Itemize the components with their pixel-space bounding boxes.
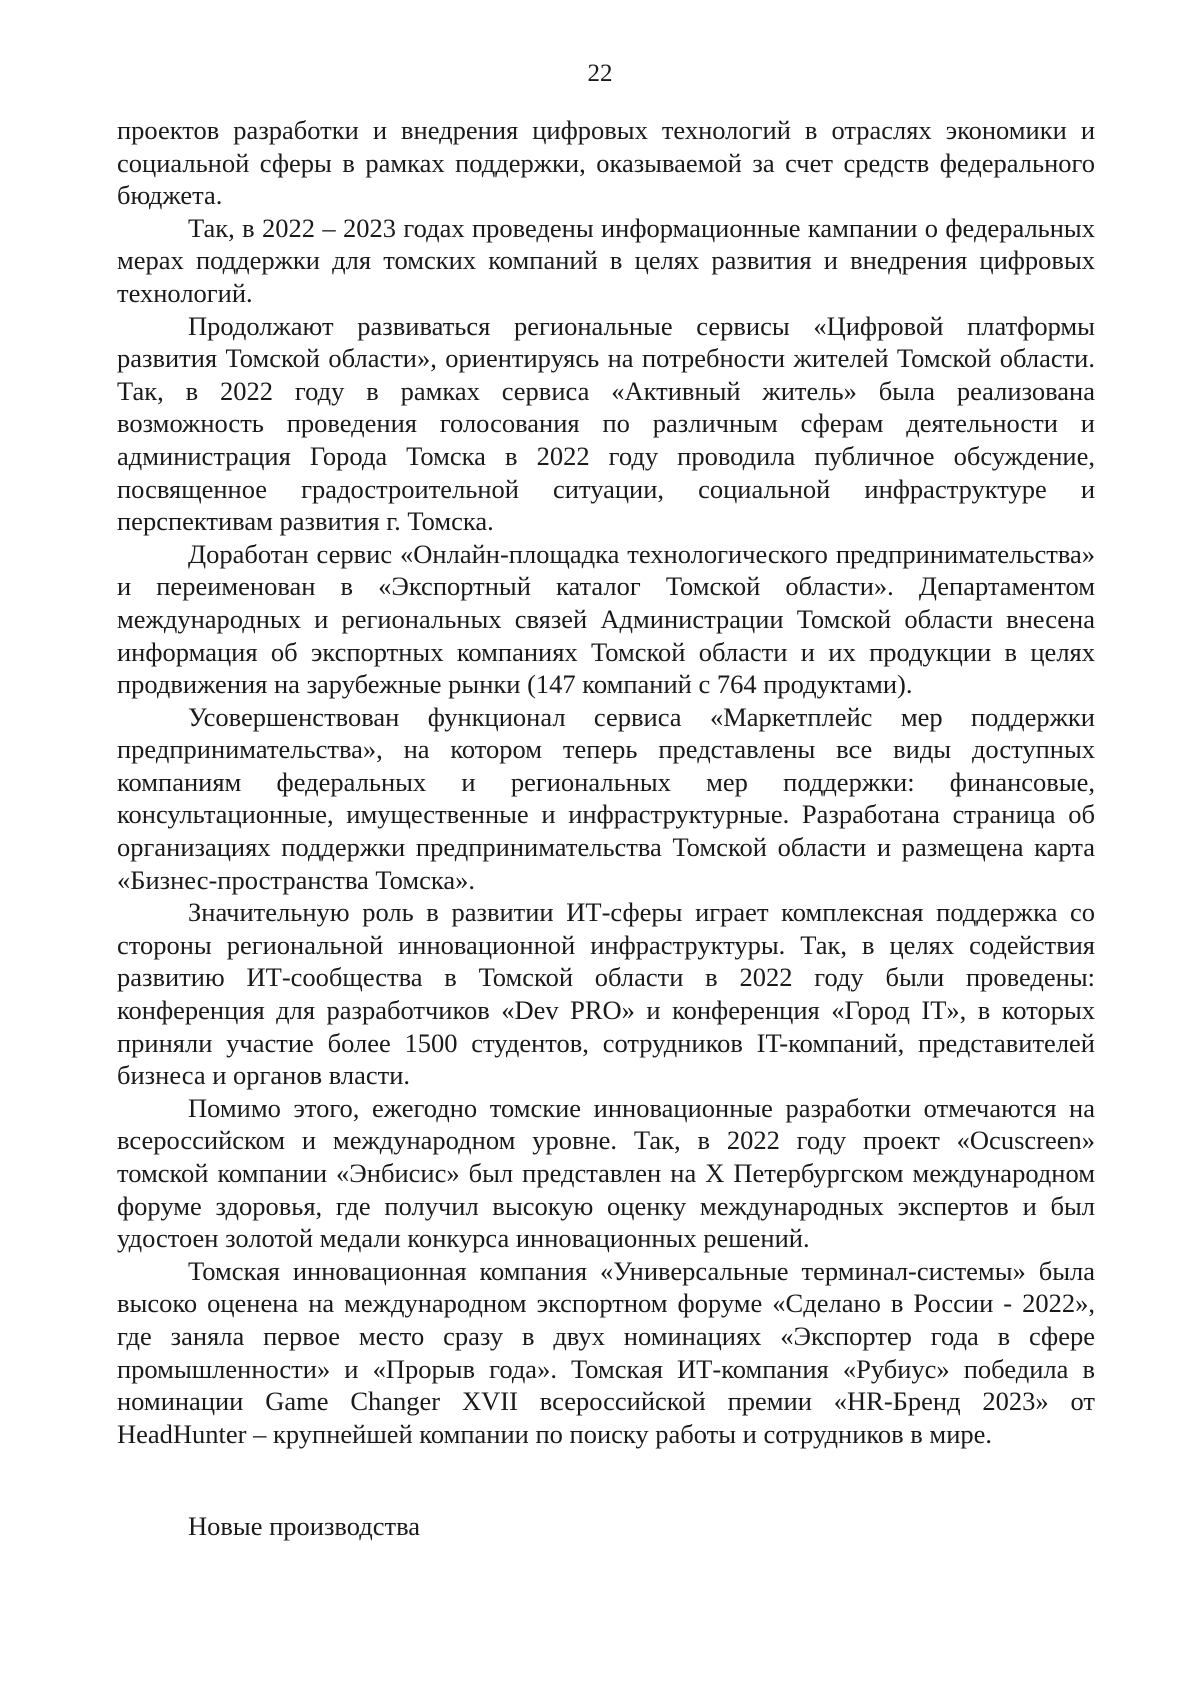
paragraph: Усовершенствован функционал сервиса «Маркетплейс мер поддержки предпринимательства», на котором теперь представлены все виды доступных компаниям федеральных и региональных мер поддержки: финансовые, консультационные, имущественные и инфраструктурные. Разработана страница об организациях поддержки предпринимательства Томской области и размещена карта «Бизнес-пространства Томска». bbox=[117, 701, 1095, 895]
paragraph: Доработан сервис «Онлайн-площадка технологического предпринимательства» и переименован в «Экспортный каталог Томской области». Департаментом международных и региональных связей Администрации Томской области внесена информация об экспортных компаниях Томской области и их продукции в целях продвижения на зарубежные рынки (147 компаний с 764 продуктами). bbox=[117, 538, 1095, 700]
paragraph: Так, в 2022 – 2023 годах проведены информационные кампании о федеральных мерах поддержки для томских компаний в целях развития и внедрения цифровых технологий. bbox=[117, 212, 1095, 308]
paragraph: Томская инновационная компания «Универсальные терминал-системы» была высоко оценена на международном экспортном форуме «Сделано в России - 2022», где заняла первое место сразу в двух номинациях «Экспортер года в сфере промышленности» и «Прорыв года». Томская ИТ-компания «Рубиус» победила в номинации Game Changer XVII всероссийской премии «HR-Бренд 2023» от HeadHunter – крупнейшей компании по поиску работы и сотрудников в мире. bbox=[117, 1255, 1095, 1449]
paragraph: Продолжают развиваться региональные сервисы «Цифровой платформы развития Томской области», ориентируясь на потребности жителей Томской области. Так, в 2022 году в рамках сервиса «Активный житель» была реализована возможность проведения голосования по различным сферам деятельности и администрация Города Томска в 2022 году проводила публичное обсуждение, посвященное градостроительной ситуации, социальной инфраструктуре и перспективам развития г. Томска. bbox=[117, 310, 1095, 537]
paragraph: Значительную роль в развитии ИТ-сферы играет комплексная поддержка со стороны региональной инновационной инфраструктуры. Так, в целях содействия развитию ИТ-сообщества в Томской области в 2022 году были проведены: конференция для разработчиков «Dev PRO» и конференция «Город IT», в которых приняли участие более 1500 студентов, сотрудников IT-компаний, представителей бизнеса и органов власти. bbox=[117, 897, 1095, 1091]
paragraph: Помимо этого, ежегодно томские инновационные разработки отмечаются на всероссийском и международном уровне. Так, в 2022 году проект «Ocuscreen» томской компании «Энбисис» был представлен на X Петербургском международном форуме здоровья, где получил высокую оценку международных экспертов и был удостоен золотой медали конкурса инновационных решений. bbox=[117, 1092, 1095, 1254]
section-heading: Новые производства bbox=[188, 1511, 420, 1541]
page-number: 22 bbox=[587, 60, 613, 87]
body-text bbox=[117, 114, 1095, 1450]
paragraph: проектов разработки и внедрения цифровых технологий в отраслях экономики и социальной сферы в рамках поддержки, оказываемой за счет средств федерального бюджета. bbox=[117, 115, 1095, 211]
